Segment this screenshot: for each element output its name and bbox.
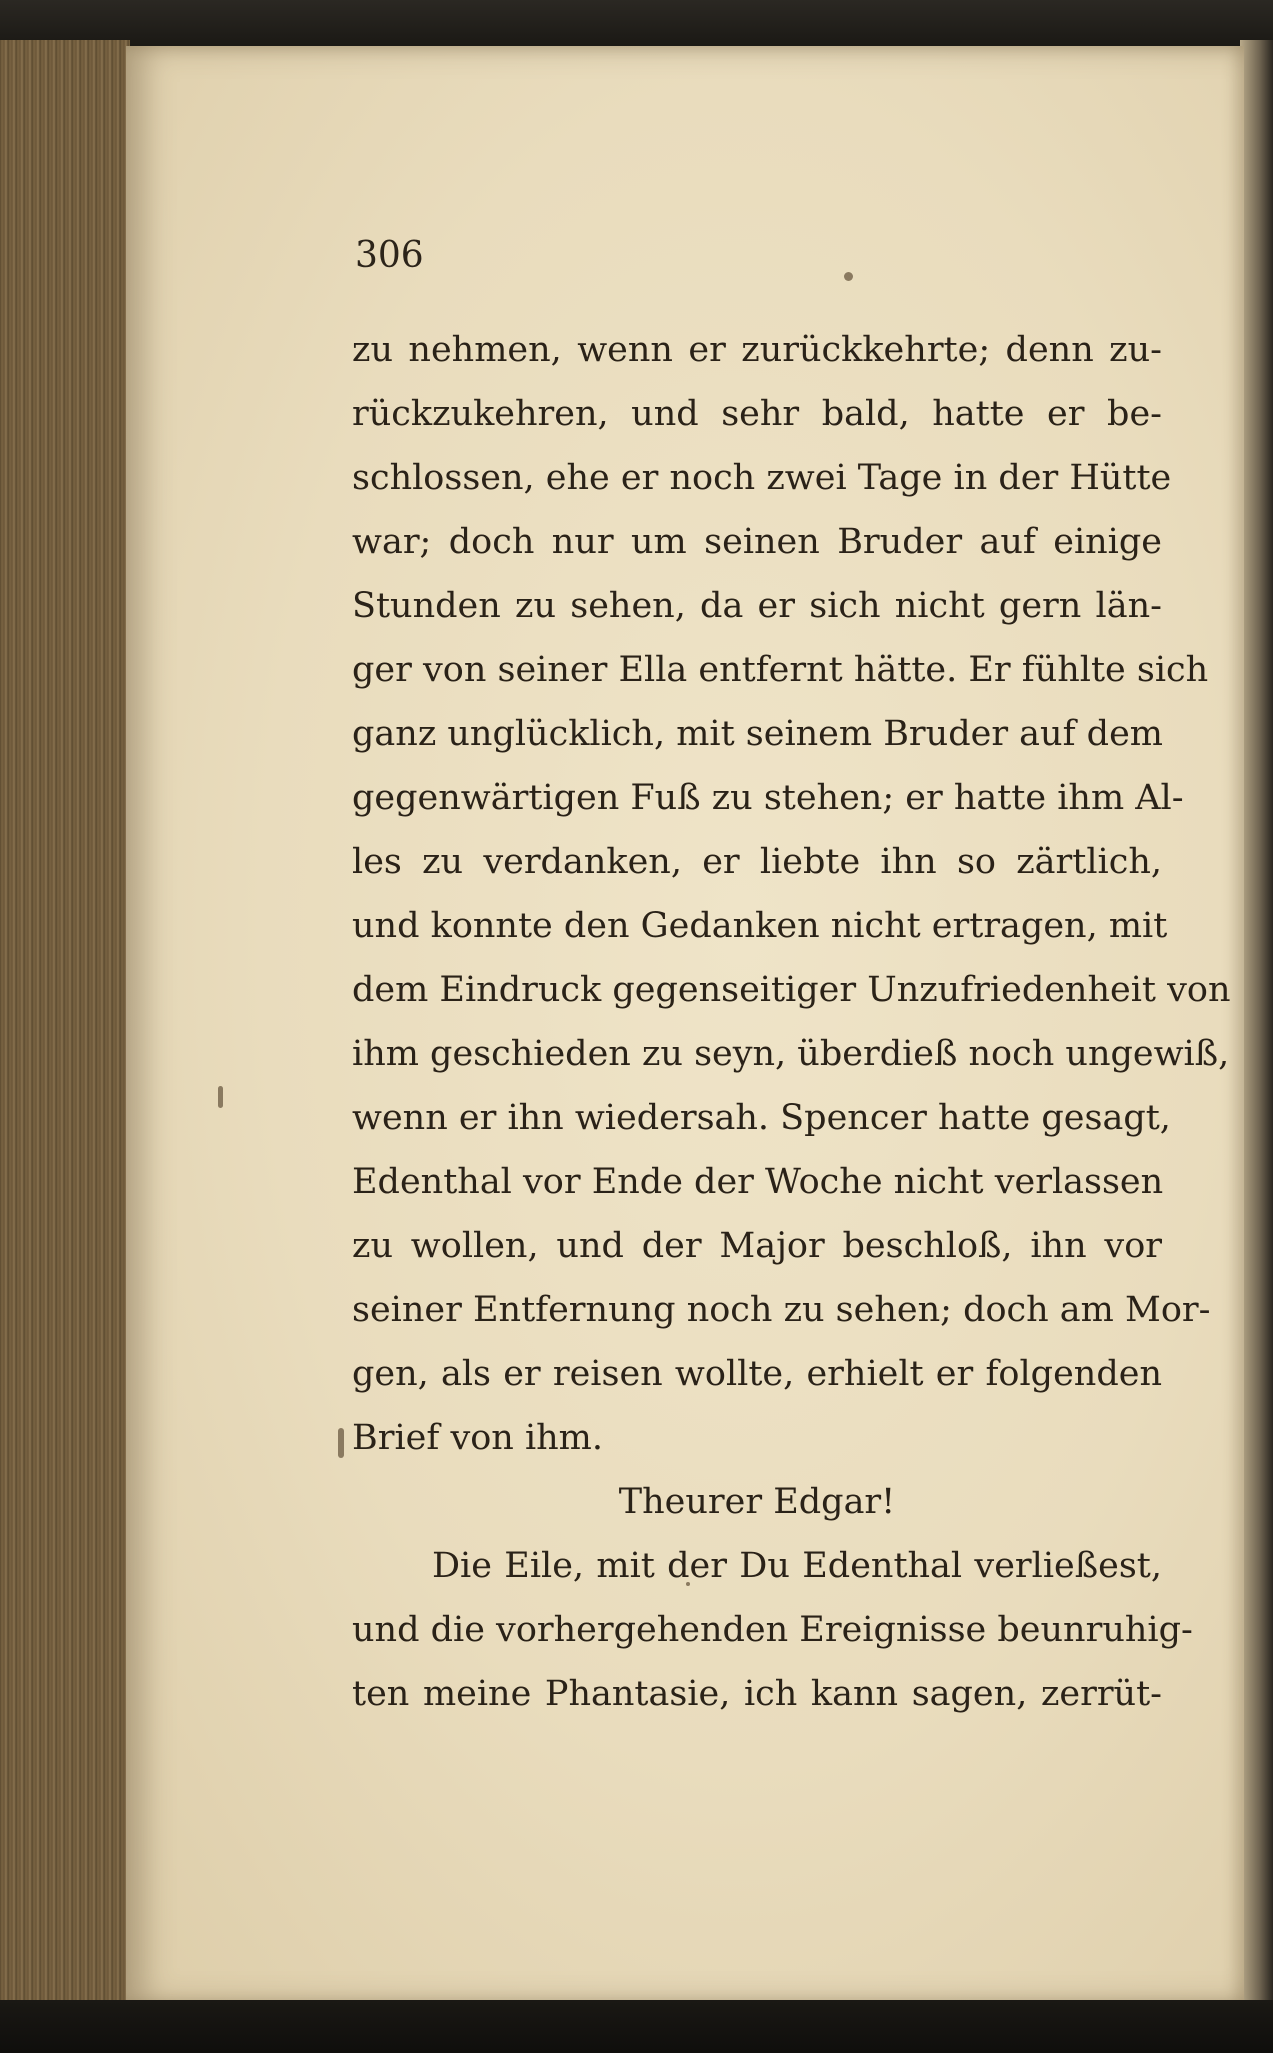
text-line: dem Eindruck gegenseitiger Unzufriedenheit von: [352, 970, 1231, 1010]
page-number: 306: [355, 235, 424, 276]
text-line: gegenwärtigen Fuß zu stehen; er hatte ihm Al-: [352, 778, 1184, 818]
scan-top-border: [0, 0, 1273, 48]
text-line: schlossen, ehe er noch zwei Tage in der Hütte: [352, 458, 1172, 498]
text-line: Edenthal vor Ende der Woche nicht verlassen: [352, 1162, 1164, 1202]
book-page-edges: [0, 40, 130, 2010]
paper-speck: [218, 1086, 223, 1108]
text-line: Stunden zu sehen, da er sich nicht gern län-: [352, 586, 1162, 626]
scan-bottom-border: [0, 2000, 1273, 2053]
text-line: gen, als er reisen wollte, erhielt er folgenden: [352, 1354, 1162, 1394]
text-line: zu wollen, und der Major beschloß, ihn vor: [352, 1226, 1162, 1266]
text-line: rückzukehren, und sehr bald, hatte er be-: [352, 394, 1162, 434]
letter-line: Die Eile, mit der Du Edenthal verließest,: [432, 1546, 1162, 1586]
text-line: ganz unglücklich, mit seinem Bruder auf dem: [352, 714, 1163, 754]
text-line: ihm geschieden zu seyn, überdieß noch ungewiß,: [352, 1034, 1230, 1074]
paper-speck: [338, 1428, 344, 1458]
letter-salutation: Theurer Edgar!: [618, 1482, 896, 1522]
text-line: seiner Entfernung noch zu sehen; doch am Mor-: [352, 1290, 1211, 1330]
body-text: [352, 318, 1231, 1726]
text-line: zu nehmen, wenn er zurückkehrte; denn zu-: [352, 330, 1162, 370]
text-line: wenn er ihn wiedersah. Spencer hatte gesagt,: [352, 1098, 1171, 1138]
letter-line: ten meine Phantasie, ich kann sagen, zerrüt-: [352, 1674, 1162, 1714]
letter-line: und die vorhergehenden Ereignisse beunruhig-: [352, 1610, 1193, 1650]
text-line: und konnte den Gedanken nicht ertragen, mit: [352, 906, 1168, 946]
book-right-edge: [1240, 40, 1273, 2005]
text-line: les zu verdanken, er liebte ihn so zärtlich,: [352, 842, 1162, 882]
paper-speck: [844, 272, 853, 281]
text-line: ger von seiner Ella entfernt hätte. Er fühlte sich: [352, 650, 1209, 690]
text-line: war; doch nur um seinen Bruder auf einige: [352, 522, 1162, 562]
text-line: Brief von ihm.: [352, 1418, 603, 1458]
